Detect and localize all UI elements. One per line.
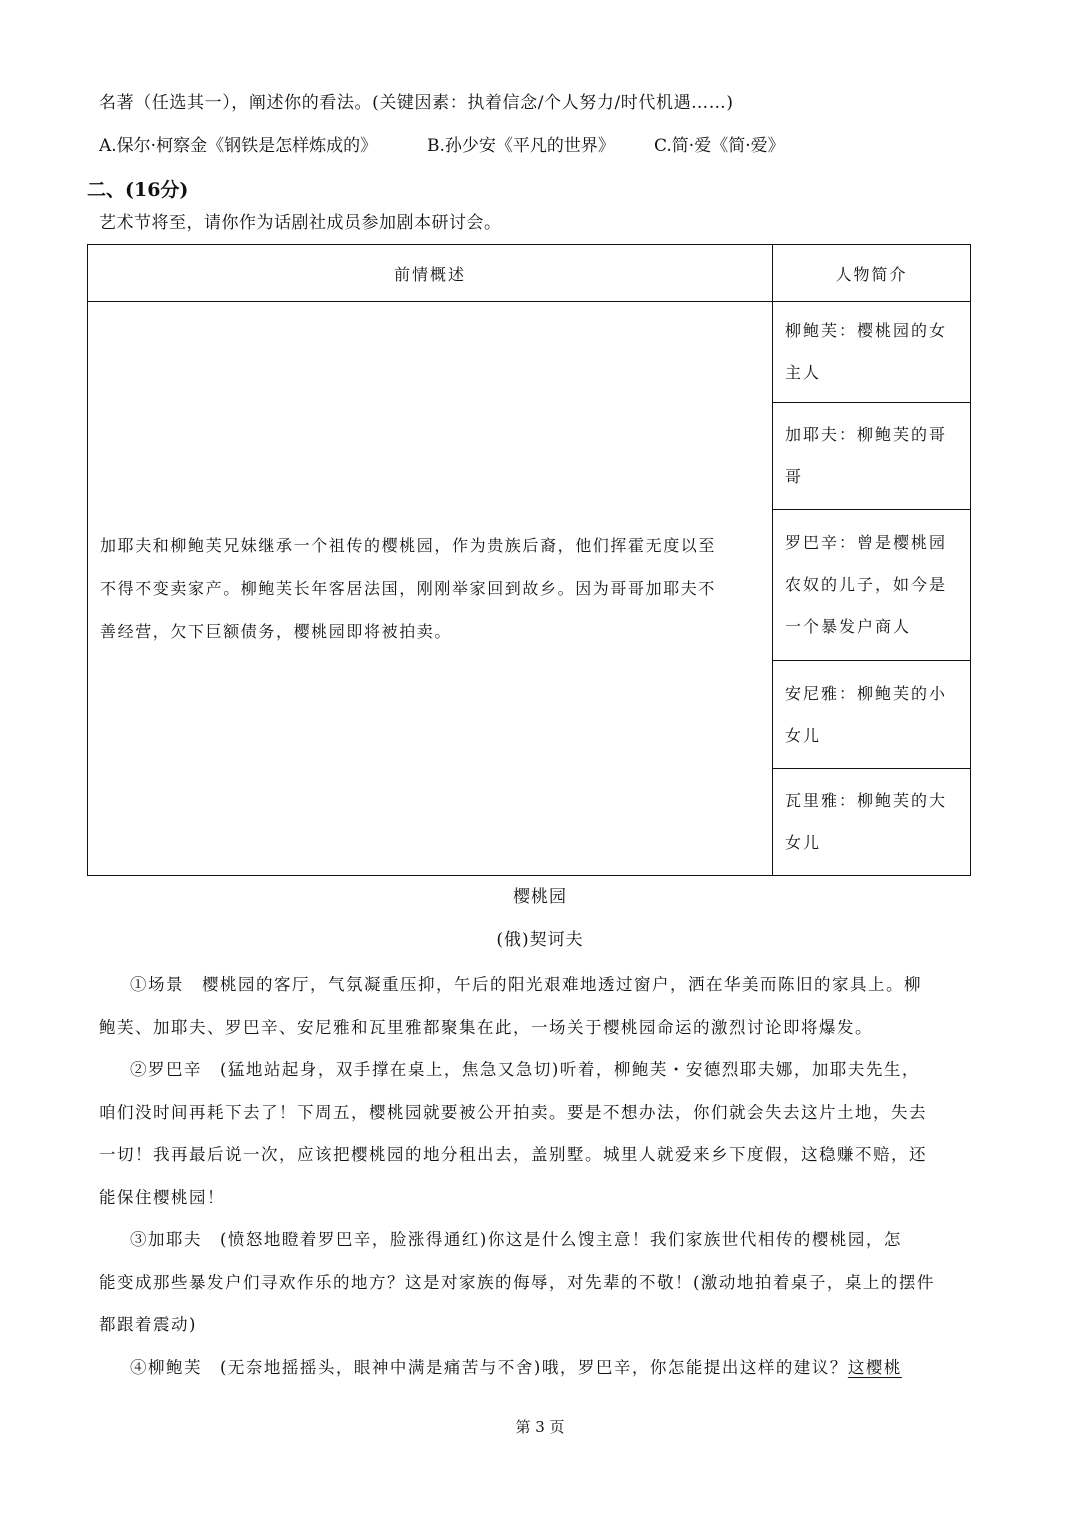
play-info-table [87,244,971,876]
task-intro: 艺术节将至，请你作为话剧社成员参加剧本研讨会。 [99,213,502,233]
paragraph-4-text: ④柳鲍芙 (无奈地摇摇头，眼神中满是痛苦与不舍)哦，罗巴辛，你怎能提出这样的建议？ [130,1358,848,1377]
summary-line: 善经营，欠下巨额债务，樱桃园即将被拍卖。 [100,622,453,641]
paragraph-2-line: 一切！我再最后说一次，应该把樱桃园的地分租出去，盖别墅。城里人就爱来乡下度假，这稳赚不赔，还 [99,1145,927,1164]
section-heading: 二、(16分) [87,179,189,201]
option-b: B.孙少安《平凡的世界》 [427,136,615,156]
character-luobaxin: 罗巴辛：曾是樱桃园农奴的儿子，如今是一个暴发户商人 [773,510,971,661]
paragraph-3-line: 都跟着震动) [99,1315,197,1334]
characters-header: 人物简介 [773,245,971,302]
summary-header: 前情概述 [88,245,773,302]
character-liubofu: 柳鲍芙：樱桃园的女主人 [773,302,971,403]
play-author: (俄)契诃夫 [496,930,584,950]
option-a: A.保尔·柯察金《钢铁是怎样炼成的》 [99,136,378,156]
play-title: 樱桃园 [513,887,567,907]
paragraph-3-line: 能变成那些暴发户们寻欢作乐的地方？这是对家族的侮辱，对先辈的不敬！(激动地拍着桌子，桌上的摆件 [99,1273,935,1292]
paragraph-2-line: 咱们没时间再耗下去了！下周五，樱桃园就要被公开拍卖。要是不想办法，你们就会失去这片土地，失去 [99,1103,927,1122]
summary-line: 加耶夫和柳鲍芙兄妹继承一个祖传的樱桃园，作为贵族后裔，他们挥霍无度以至 [100,536,717,555]
paragraph-2-line: ②罗巴辛 (猛地站起身，双手撑在桌上，焦急又急切)听着，柳鲍芙・安德烈耶夫娜，加耶夫先生， [130,1060,920,1079]
character-anniya: 安尼雅：柳鲍芙的小女儿 [773,661,971,769]
summary-line: 不得不变卖家产。柳鲍芙长年客居法国，刚刚举家回到故乡。因为哥哥加耶夫不 [100,579,717,598]
intro-tail-text: 名著（任选其一），阐述你的看法。(关键因素：执着信念/个人努力/时代机遇……) [99,93,734,113]
paragraph-1-line: ①场景 樱桃园的客厅，气氛凝重压抑，午后的阳光艰难地透过窗户，洒在华美而陈旧的家具上。柳 [130,975,922,994]
paragraph-1-line: 鲍芙、加耶夫、罗巴辛、安尼雅和瓦里雅都聚集在此，一场关于樱桃园命运的激烈讨论即将爆发。 [99,1018,873,1037]
option-c: C.简·爱《简·爱》 [654,136,785,156]
paragraph-3-line: ③加耶夫 (愤怒地瞪着罗巴辛，脸涨得通红)你这是什么馊主意！我们家族世代相传的樱桃园，怎 [130,1230,902,1249]
character-waliya: 瓦里雅：柳鲍芙的大女儿 [773,769,971,876]
paragraph-4-line [130,1354,902,1378]
underlined-phrase: 这樱桃 [847,1358,902,1377]
page-number: 第 3 页 [515,1418,565,1436]
paragraph-2-line: 能保住樱桃园！ [99,1188,225,1207]
summary-cell [88,302,773,876]
character-jiayefu: 加耶夫：柳鲍芙的哥哥 [773,403,971,510]
